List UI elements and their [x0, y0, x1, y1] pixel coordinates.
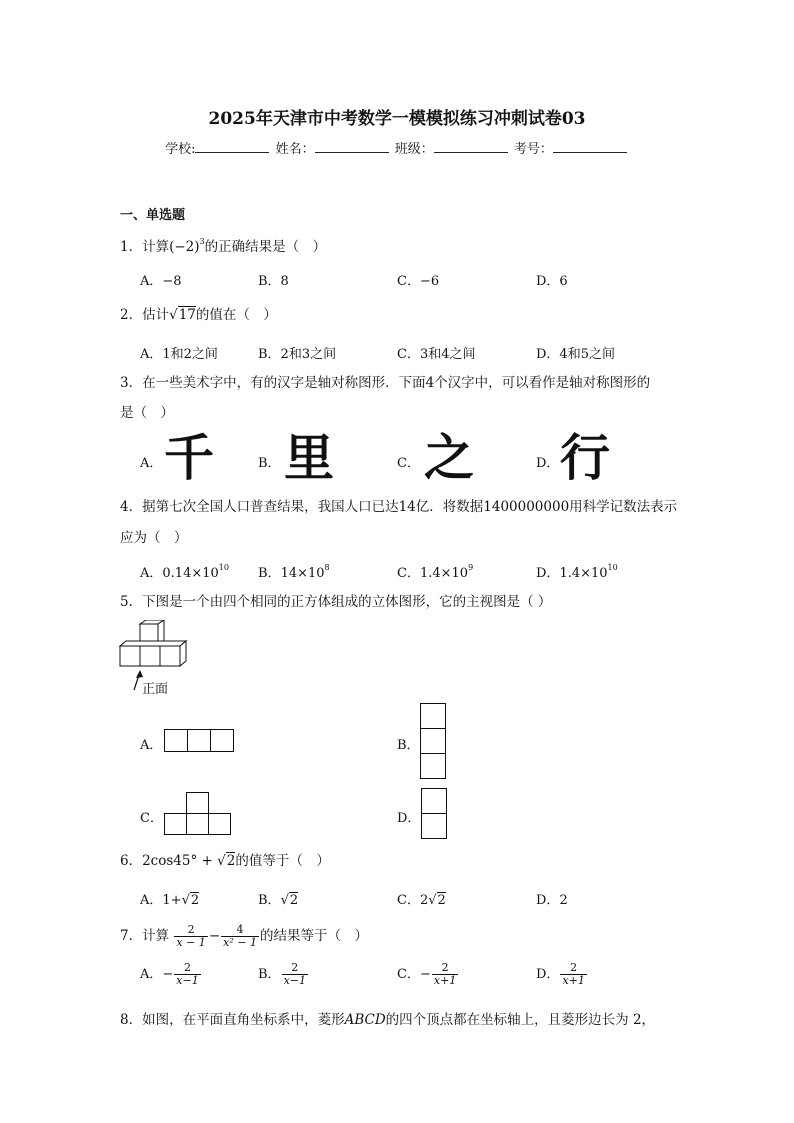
question-2 [120, 305, 277, 325]
question-1 [120, 232, 326, 257]
q8-prefix: 8．如图，在平面直角坐标系中，菱形 [120, 1012, 345, 1028]
q1-option-a[interactable]: A．−8 [140, 274, 182, 289]
question-3-line2: 是（ ） [120, 405, 174, 421]
q6-suffix: 的值等于（ ） [235, 853, 330, 869]
q1-option-c[interactable]: C．−6 [397, 274, 440, 289]
page-title: 2025年天津市中考数学一模模拟练习冲刺试卷03 [208, 109, 586, 129]
q6-option-a[interactable]: A．1+√2 [140, 893, 200, 908]
question-4-line2: 应为（ ） [120, 530, 188, 546]
q3-option-c-char[interactable]: 之 [424, 429, 474, 487]
q1-prefix: 1．计算 [120, 239, 170, 255]
school-label: 学校: [165, 142, 196, 157]
q7-option-a[interactable]: A．− $\frac{2}{x-1}$ [140, 961, 199, 987]
class-blank [434, 140, 508, 153]
q4-option-c[interactable]: C．$1.4\times 10^9$ [397, 563, 474, 581]
q5-option-d-label[interactable]: D． [397, 811, 421, 826]
number-blank [553, 140, 627, 153]
student-info-line [0, 138, 794, 157]
q6-option-b[interactable]: B．√2 [258, 893, 299, 908]
number-label: 考号： [513, 142, 553, 157]
q2-option-a[interactable]: A．1和2之间 [140, 347, 218, 362]
q7-option-c[interactable]: C．− $\frac{2}{x+1}$ [397, 961, 457, 987]
q7-fraction-2: $\frac{4}{\text{x² − 1}}$ [223, 923, 257, 949]
q3-option-c-label[interactable]: C． [397, 456, 420, 471]
q7-option-d[interactable]: D． $\frac{2}{x+1}$ [536, 961, 585, 987]
q1-exponent: 3 [199, 237, 205, 246]
q1-option-d[interactable]: D．6 [536, 274, 568, 289]
q3-option-d-label[interactable]: D． [536, 456, 560, 471]
q2-sqrt: √17 [169, 307, 196, 323]
school-blank [195, 140, 269, 153]
q4-option-d[interactable]: D．$1.4\times 10^{10}$ [536, 563, 618, 581]
q2-prefix: 2．估计 [120, 307, 170, 323]
q7-prefix: 7．计算 [120, 928, 170, 944]
name-blank [315, 140, 389, 153]
question-4-line1: 4．据第七次全国人口普查结果，我国人口已达14亿．将数据1400000000用科学记数法表示 [120, 499, 678, 515]
question-7: 7．计算 $\frac{2}{x - 1}$ − $\frac{4}{\text{x² − 1}}$ 的结果等于（ ） [120, 923, 368, 949]
q1-suffix: 的正确结果是（ ） [204, 239, 327, 255]
q1-option-b[interactable]: B．8 [258, 274, 289, 289]
q5-front-label: 正面 [142, 682, 169, 697]
q3-option-b-label[interactable]: B． [258, 456, 281, 471]
q8-rhombus-name: ABCD [344, 1012, 386, 1028]
q1-base: (−2) [169, 239, 200, 255]
q5-option-c-label[interactable]: C． [140, 811, 163, 826]
q5-option-b-label[interactable]: B． [397, 738, 420, 753]
q6-expression: 2cos45° + [142, 853, 218, 869]
q3-option-a-label[interactable]: A． [140, 456, 163, 471]
q2-option-d[interactable]: D．4和5之间 [536, 347, 615, 362]
class-label: 班级： [394, 142, 434, 157]
question-6: 6．2cos45° + √2的值等于（ ） [120, 853, 330, 869]
q3-option-d-char[interactable]: 行 [560, 429, 610, 487]
q3-option-b-char[interactable]: 里 [284, 429, 334, 487]
q7-option-b[interactable]: B． $\frac{2}{x-1}$ [258, 961, 306, 987]
question-3-line1: 3．在一些美术字中，有的汉字是轴对称图形．下面4个汉字中，可以看作是轴对称图形的 [120, 375, 651, 391]
q2-suffix: 的值在（ ） [195, 307, 277, 323]
q5-option-a-label[interactable]: A． [140, 738, 163, 753]
q6-option-c[interactable]: C．2√2 [397, 893, 446, 908]
name-label: 姓名： [275, 142, 315, 157]
q7-suffix: 的结果等于（ ） [259, 928, 368, 944]
q7-fraction-1: $\frac{2}{x - 1}$ [176, 923, 206, 949]
q4-option-b[interactable]: B．$14\times 10^8$ [258, 563, 330, 581]
q2-option-b[interactable]: B．2和3之间 [258, 347, 337, 362]
q4-option-a[interactable]: A．$0.14\times 10^{10}$ [140, 563, 229, 581]
q3-option-a-char[interactable]: 千 [164, 429, 214, 487]
q6-sqrt: √2 [217, 853, 236, 869]
section-heading: 一、单选题 [120, 208, 186, 223]
q6-option-d[interactable]: D．2 [536, 893, 568, 908]
q2-option-c[interactable]: C．3和4之间 [397, 347, 476, 362]
question-8 [120, 1010, 655, 1030]
question-5: 5．下图是一个由四个相同的正方体组成的立体图形，它的主视图是（ ） [120, 594, 552, 610]
q8-suffix: 的四个顶点都在坐标轴上，且菱形边长为 2， [385, 1012, 656, 1028]
